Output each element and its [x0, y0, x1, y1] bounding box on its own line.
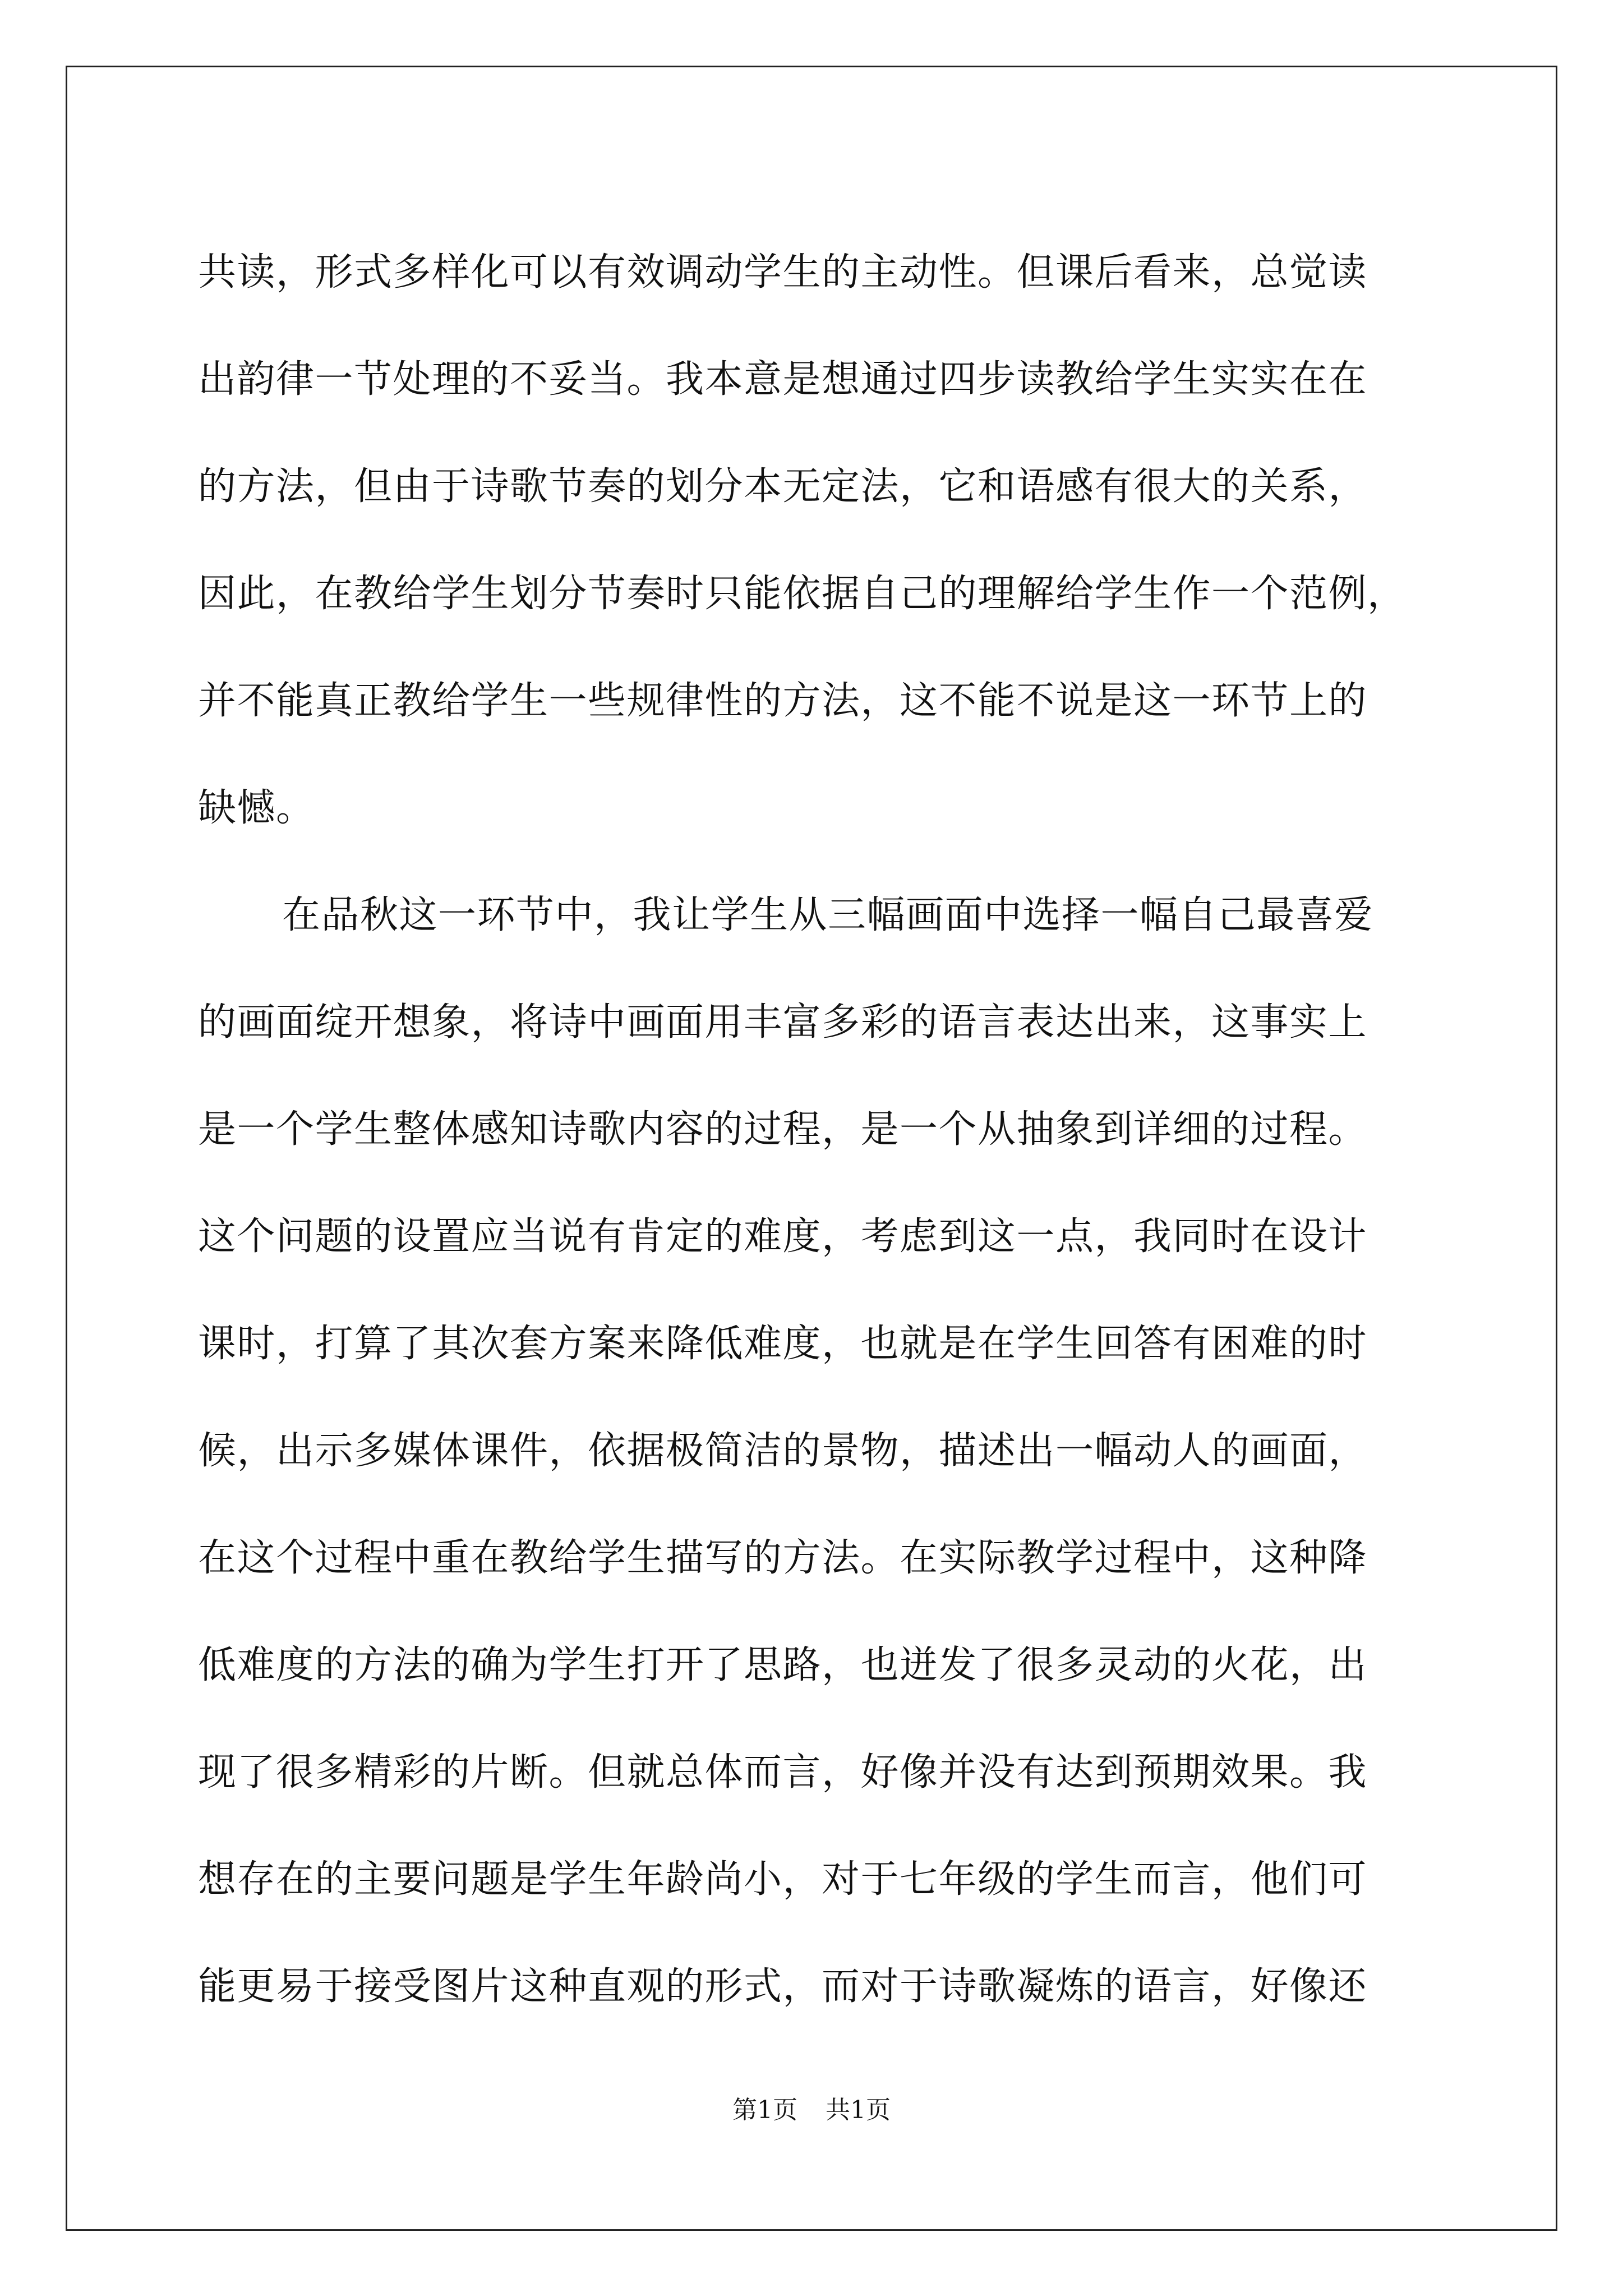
text-line: 是一个学生整体感知诗歌内容的过程，是一个从抽象到详细的过程。 [198, 1107, 1368, 1152]
text-line: 共读，形式多样化可以有效调动学生的主动性。但课后看来，总觉读 [198, 250, 1368, 295]
text-line: 缺憾。 [198, 786, 315, 830]
text-line: 能更易于接受图片这种直观的形式，而对于诗歌凝炼的语言，好像还 [198, 1964, 1368, 2009]
text-line: 在品秋这一环节中，我让学生从三幅画面中选择一幅自己最喜爱 [282, 893, 1374, 937]
text-line: 课时，打算了其次套方案来降低难度，也就是在学生回答有困难的时 [198, 1322, 1368, 1366]
text-line: 的画面绽开想象，将诗中画面用丰富多彩的语言表达出来，这事实上 [198, 1000, 1368, 1045]
page-number-current: 第1页 [732, 2096, 797, 2124]
document-body [198, 219, 1432, 2040]
text-line: 低难度的方法的确为学生打开了思路，也迸发了很多灵动的火花，出 [198, 1643, 1368, 1687]
text-line: 因此，在教给学生划分节奏时只能依据自己的理解给学生作一个范例， [198, 572, 1407, 616]
text-line: 现了很多精彩的片断。但就总体而言，好像并没有达到预期效果。我 [198, 1750, 1368, 1795]
page-footer [0, 2090, 1623, 2125]
text-line: 在这个过程中重在教给学生描写的方法。在实际教学过程中，这种降 [198, 1536, 1368, 1580]
page-number-total: 共1页 [826, 2096, 891, 2124]
text-line: 这个问题的设置应当说有肯定的难度，考虑到这一点，我同时在设计 [198, 1214, 1368, 1259]
text-line: 候，出示多媒体课件，依据极简洁的景物，描述出一幅动人的画面， [198, 1429, 1368, 1473]
text-line: 出韵律一节处理的不妥当。我本意是想通过四步读教给学生实实在在 [198, 357, 1368, 402]
text-line: 的方法，但由于诗歌节奏的划分本无定法，它和语感有很大的关系， [198, 464, 1368, 509]
text-line: 想存在的主要问题是学生年龄尚小，对于七年级的学生而言，他们可 [198, 1857, 1368, 1902]
text-line: 并不能真正教给学生一些规律性的方法，这不能不说是这一环节上的 [198, 679, 1368, 723]
